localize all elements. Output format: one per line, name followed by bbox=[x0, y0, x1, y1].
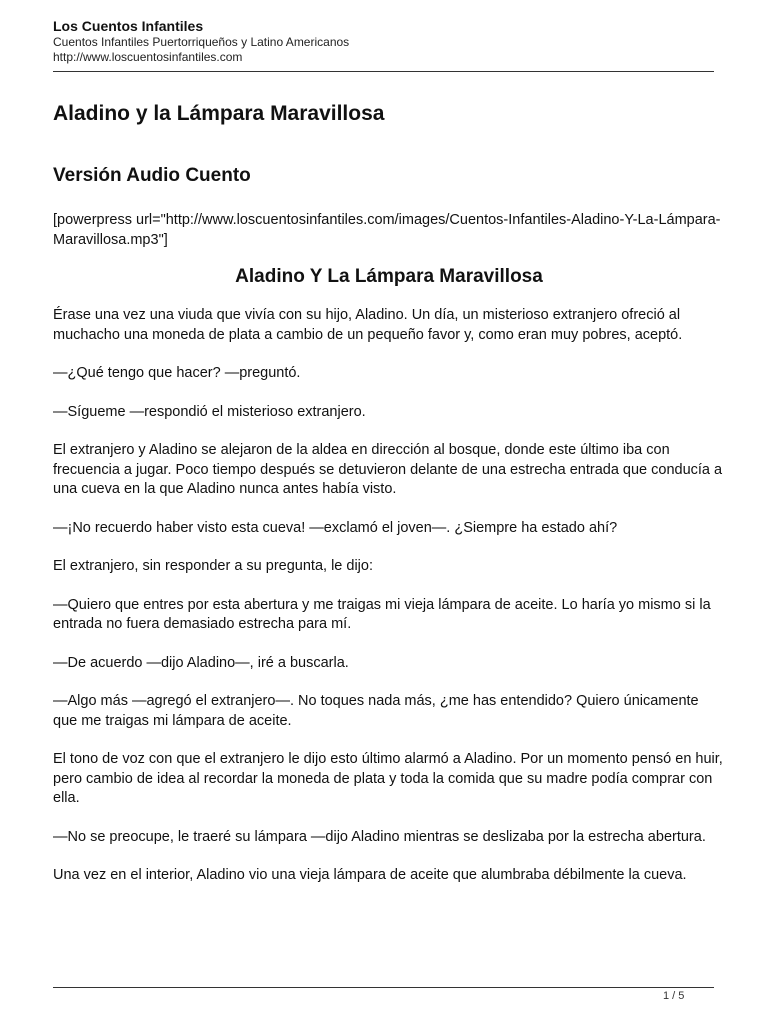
article-content bbox=[53, 97, 725, 905]
audio-shortcode: [powerpress url="http://www.loscuentosinfantiles.com/images/Cuentos-Infantiles-Aladino-Y-La-Lámpara-Maravillosa.mp3"] bbox=[53, 212, 721, 248]
paragraph: El tono de voz con que el extranjero le dijo esto último alarmó a Aladino. Por un momento pensó en huir, pero cambio de idea al recordar la moneda de plata y toda la comida que su madre podía comprar con ella. bbox=[53, 751, 723, 806]
paragraph: Érase una vez una viuda que vivía con su hijo, Aladino. Un día, un misterioso extranjero ofreció al muchacho una moneda de plata a cambio de un pequeño favor y, como eran muy pobres, aceptó. bbox=[53, 307, 683, 343]
site-title: Los Cuentos Infantiles bbox=[53, 18, 204, 34]
story-body bbox=[53, 306, 725, 886]
paragraph: —¿Qué tengo que hacer? —preguntó. bbox=[53, 365, 301, 381]
footer-divider bbox=[53, 987, 714, 988]
page-number: 1 / 5 bbox=[663, 990, 685, 1002]
page-header bbox=[53, 17, 714, 65]
section-heading: Versión Audio Cuento bbox=[53, 165, 251, 186]
site-url: http://www.loscuentosinfantiles.com bbox=[53, 50, 243, 64]
paragraph: —De acuerdo —dijo Aladino—, iré a buscarla. bbox=[53, 654, 349, 671]
paragraph: —Sígueme —respondió el misterioso extranjero. bbox=[53, 403, 366, 420]
header-divider bbox=[53, 71, 714, 72]
story-title: Aladino Y La Lámpara Maravillosa bbox=[235, 266, 543, 287]
site-subtitle: Cuentos Infantiles Puertorriqueños y Latino Americanos bbox=[53, 35, 350, 49]
paragraph: El extranjero y Aladino se alejaron de la aldea en dirección al bosque, donde este último iba con frecuencia a jugar. Poco tiempo después se detuvieron delante de una estrecha entrada que conducía a una cueva en la que Aladino nunca antes había visto. bbox=[53, 442, 723, 497]
paragraph: —Quiero que entres por esta abertura y me traigas mi vieja lámpara de aceite. Lo haría yo mismo si la entrada no fuera demasiado estrecha para mí. bbox=[53, 596, 711, 632]
article-title: Aladino y la Lámpara Maravillosa bbox=[53, 102, 385, 125]
paragraph: Una vez en el interior, Aladino vio una vieja lámpara de aceite que alumbraba débilmente la cueva. bbox=[53, 867, 687, 883]
paragraph: El extranjero, sin responder a su pregunta, le dijo: bbox=[53, 558, 373, 574]
paragraph: —No se preocupe, le traeré su lámpara —dijo Aladino mientras se deslizaba por la estrecha abertura. bbox=[53, 828, 706, 845]
paragraph: —¡No recuerdo haber visto esta cueva! —exclamó el joven—. ¿Siempre ha estado ahí? bbox=[53, 519, 618, 536]
paragraph: —Algo más —agregó el extranjero—. No toques nada más, ¿me has entendido? Quiero únicamente que me traigas mi lámpara de aceite. bbox=[53, 693, 699, 729]
